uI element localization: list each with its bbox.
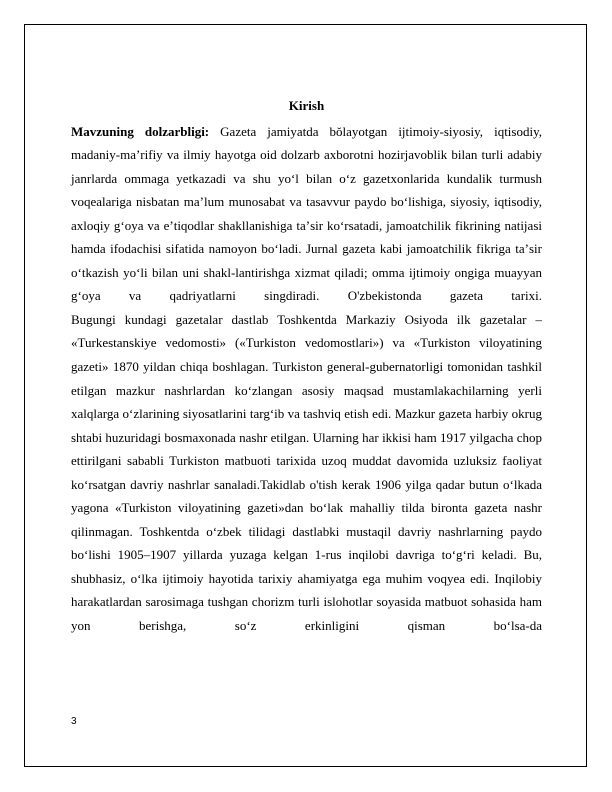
paragraph-history: Bugungi kundagi gazetalar dastlab Toshkentda Markaziy Osiyoda ilk gazetalar – «Turkestanskiye vedomosti» («Turkiston vedomostlari») va «Turkiston viloyatining gazeti» 1870 yildan chiqa boshlagan. Turkiston general-gubernatorligi tomonidan tashkil etilgan mazkur nashrlardan ko‘zlangan asosiy maqsad mustamlakachilarning yerli xalqlarga o‘zlarining siyosatlarini targ‘ib va tashviq etish edi. Mazkur gazeta harbiy okrug shtabi huzuridagi bosmaxonada nashr etilgan. Ularning har ikkisi ham 1917 yilgacha chop ettirilgani sababli Turkiston matbuoti tarixida uzoq muddat davomida uzluksiz faoliyat ko‘rsatgan davriy nashrlar sanaladi.Takidlab o'tish kerak 1906 yilga qadar butun o‘lkada yagona «Turkiston viloyatining gazeti»dan bo‘lak mahalliy tilda bironta gazeta nashr qilinmagan. Toshkentda o‘zbek tilidagi dastlabki mustaqil davriy nashrlarning paydo bo‘lishi 1905–1907 yillarda yuzaga kelgan 1-rus inqilobi davriga to‘g‘ri keladi. Bu, shubhasiz, o‘lka ijtimoiy hayotida tarixiy ahamiyatga ega muhim voqyea edi. Inqilobiy harakatlardan sarosimaga tushgan chorizm turli islohotlar soyasida matbuot sohasida ham yon berishga, so‘z erkinligini qisman bo‘lsa-da — [71, 311, 542, 634]
page-number: 3 — [71, 716, 77, 727]
paragraph-relevance — [71, 120, 542, 308]
paragraph-text: Gazeta jamiyatda bŏlayotgan ijtimoiy-siyosiy, iqtisodiy, madaniy-maʼrifiy va ilmiy hayotga oid dolzarb axborotni hozirjavoblik bilan turli adabiy janrlarda ommaga yetkazadi va shu yoʻl bilan oʻz gazetxonlarida kundalik turmush voqealariga nisbatan maʼlum munosabat va tasavvur paydo boʻlishiga, siyosiy, iqtisodiy, axloqiy gʻoya va eʼtiqodlar shakllanishiga taʼsir koʻrsatadi, jamoatchilik fikrining natijasi hamda ifodachisi sifatida namoyon boʻladi. Jurnal gazeta kabi jamoatchilik fikriga taʼsir oʻtkazish yoʻli bilan uni shakl-lantirishga xizmat qiladi; omma ijtimoiy ongiga muayyan gʻoya va qadriyatlarni singdiradi. O'zbekistonda gazeta tarixi. — [71, 123, 542, 304]
document-body — [71, 94, 542, 638]
paragraph-lead: Mavzuning dolzarbligi: — [71, 123, 210, 139]
page-title: Kirish — [288, 98, 325, 113]
